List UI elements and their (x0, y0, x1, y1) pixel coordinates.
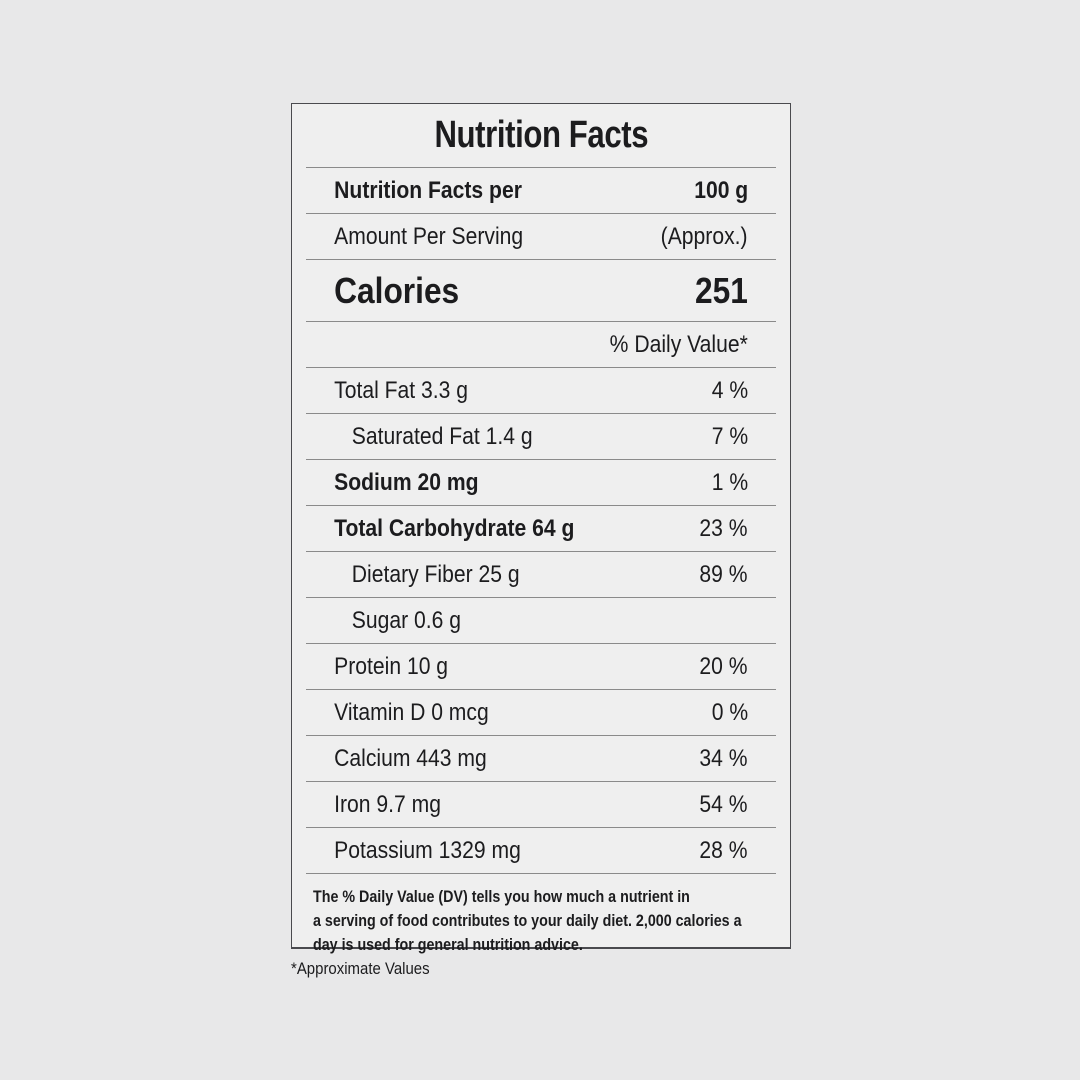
nutrient-daily-value: 20 % (699, 652, 748, 680)
nutrient-name: Protein 10 g (334, 652, 449, 680)
calories-value: 251 (694, 269, 748, 311)
nutrient-row-dietary-fiber (306, 552, 776, 598)
nutrient-row-sugar (306, 598, 776, 644)
nutrient-name: Total Carbohydrate 64 g (334, 514, 575, 542)
daily-value-header: % Daily Value* (609, 330, 748, 358)
footnote-line-2: a serving of food contributes to your daily diet. 2,000 calories a (313, 911, 742, 930)
nutrient-daily-value: 54 % (699, 790, 748, 818)
amount-per-serving-row (306, 214, 776, 260)
nutrient-daily-value: 0 % (711, 698, 748, 726)
nutrient-name: Vitamin D 0 mcg (334, 698, 489, 726)
nutrient-daily-value: 1 % (711, 468, 748, 496)
amount-per-serving-value: (Approx.) (660, 222, 748, 250)
nutrient-daily-value: 89 % (699, 560, 748, 588)
nutrient-name: Total Fat 3.3 g (334, 376, 469, 404)
nutrient-row-calcium (306, 736, 776, 782)
serving-size-value: 100 g (693, 176, 748, 204)
nutrient-row-total-carbohydrate (306, 506, 776, 552)
nutrient-row-protein (306, 644, 776, 690)
label-title: Nutrition Facts (434, 114, 648, 156)
calories-label: Calories (334, 269, 460, 311)
nutrient-name: Dietary Fiber 25 g (351, 560, 520, 588)
nutrient-row-sodium (306, 460, 776, 506)
nutrient-daily-value: 23 % (699, 514, 748, 542)
nutrient-row-vitamin-d (306, 690, 776, 736)
nutrient-name: Saturated Fat 1.4 g (351, 422, 533, 450)
footnote-line-1: The % Daily Value (DV) tells you how much a nutrient in (313, 887, 690, 906)
serving-size-row (306, 168, 776, 214)
nutrient-row-iron (306, 782, 776, 828)
serving-size-label: Nutrition Facts per (334, 176, 522, 204)
nutrient-daily-value: 28 % (699, 836, 748, 864)
calories-row (306, 260, 776, 322)
nutrient-name: Calcium 443 mg (334, 744, 487, 772)
nutrient-name: Sugar 0.6 g (351, 606, 461, 634)
daily-value-footnote (306, 874, 776, 957)
nutrient-name: Potassium 1329 mg (334, 836, 521, 864)
footnote-line-3: day is used for general nutrition advice. (313, 935, 583, 954)
approximate-values-note: *Approximate Values (291, 959, 430, 978)
nutrient-row-saturated-fat (306, 414, 776, 460)
nutrient-daily-value: 34 % (699, 744, 748, 772)
nutrient-row-potassium (306, 828, 776, 874)
nutrient-daily-value: 4 % (711, 376, 748, 404)
nutrient-row-total-fat (306, 368, 776, 414)
nutrition-facts-label (291, 103, 791, 954)
label-title-block (306, 104, 776, 168)
nutrient-name: Sodium 20 mg (334, 468, 479, 496)
nutrient-daily-value: 7 % (711, 422, 748, 450)
amount-per-serving-label: Amount Per Serving (334, 222, 524, 250)
daily-value-header-row (306, 322, 776, 368)
nutrient-name: Iron 9.7 mg (334, 790, 441, 818)
